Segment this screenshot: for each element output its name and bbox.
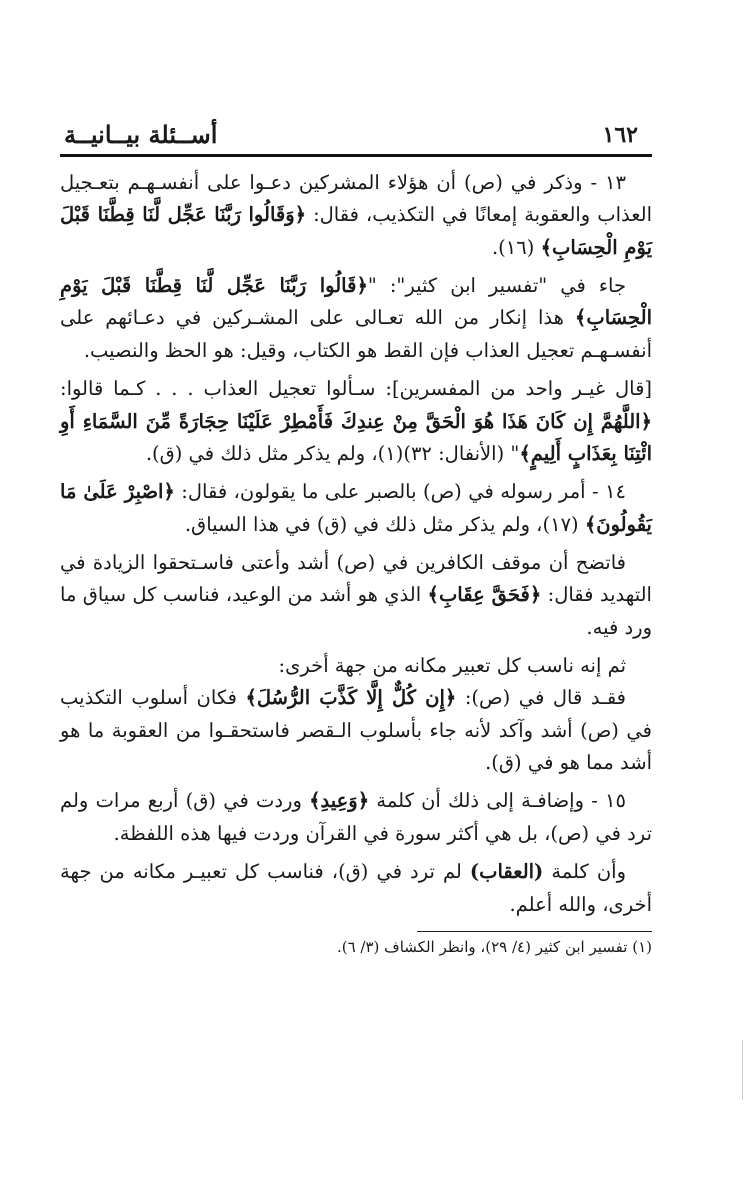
paragraph-14 xyxy=(60,476,652,541)
book-page xyxy=(60,118,652,958)
paragraph-ibn-kathir xyxy=(60,270,652,367)
text-run: الذي هو أشد من الوعيد، فناسب كل سياق ما ورد فيه. xyxy=(60,583,652,639)
text-run: لم ترد في (ق)، فناسب كل تعبيـر مكانه من جهة أخرى، والله أعلم. xyxy=(60,860,652,916)
text-run: هذا إنكار من الله تعـالى على المشـركين في دعـائهم على أنفسـهـم تعجيل العذاب فإن القط هو الكتاب، وقيل: هو الحظ والنصيب. xyxy=(60,306,652,362)
paragraph-15 xyxy=(60,785,652,850)
text-run: وأن كلمة xyxy=(543,860,626,884)
body-text xyxy=(60,167,652,921)
quran-verse: ﴿وَعِيدِ﴾ xyxy=(309,789,370,813)
page-header xyxy=(60,118,652,157)
paragraph-13 xyxy=(60,167,652,264)
text-run: ١٣ - وذكر في (ص) أن هؤلاء المشركين دعـوا على أنفسـهـم بتعـجيل العذاب والعقوبة إمعانًا في التكذيب، فقال: xyxy=(60,171,653,227)
quran-verse: ﴿قَالُوا رَبَّنَا عَجِّل لَّنَا قِطَّنَا قَبْلَ يَوْمِ الْحِسَابِ﴾ xyxy=(60,274,652,330)
quran-verse: ﴿فَحَقَّ عِقَابِ﴾ xyxy=(427,583,542,607)
text-run: فاتضح أن موقف الكافرين في (ص) أشد وأعتى فاسـتحقوا الزيادة في التهديد فقال: xyxy=(60,550,652,607)
paragraph-iqab xyxy=(60,856,652,921)
footnote: (١) تفسير ابن كثير (٤/ ٢٩)، وانظر الكشاف (٣/ ٦). xyxy=(336,937,652,956)
text-run: جاء في "تفسير ابن كثير": " xyxy=(367,274,626,298)
page-number: ١٦٢ xyxy=(602,122,638,148)
quran-verse: ﴿إِن كُلٌّ إِلَّا كَذَّبَ الرُّسُلَ﴾ xyxy=(245,686,457,710)
paragraph-conclusion xyxy=(60,547,652,644)
text-run: " (الأنفال: ٣٢)(١)، ولم يذكر مثل ذلك في (ق). xyxy=(145,441,520,465)
text-run: فكان أسلوب التكذيب في (ص) أشد وآكد لأنه جاء بأسلوب الـقصر فاستحقـوا من العقوبة ما هو أشد مما هو في (ق). xyxy=(60,686,652,775)
quran-verse: ﴿اللَّهُمَّ إِن كَانَ هَذَا هُوَ الْحَقَّ مِنْ عِندِكَ فَأَمْطِرْ عَلَيْنَا حِجَارَةً مِّنَ السَّمَاءِ أَوِ ائْتِنَا بِعَذَابٍ أَلِيمٍ﴾ xyxy=(60,409,652,465)
text-run: فقـد قال في (ص): xyxy=(456,686,627,710)
quran-word: (العقاب) xyxy=(469,860,544,884)
paragraph-mufassirin xyxy=(60,373,652,470)
footnote-divider xyxy=(417,931,652,932)
text-run: ١٤ - أمر رسوله في (ص) بالصبر على ما يقولون، فقال: xyxy=(174,480,626,504)
running-title: أســئلة بيــانيــة xyxy=(64,120,218,149)
text-run: وردت في (ق) أربع مرات ولم ترد في (ص)، بل هي أكثر سورة في القرآن وردت فيها هذه اللفظة. xyxy=(60,789,652,845)
paragraph-another-aspect: ثم إنه ناسب كل تعبير مكانه من جهة أخرى: xyxy=(278,654,626,678)
text-run: [قال غيـر واحد من المفسرين]: سـألوا تعجيل العذاب . . . كـما قالوا: xyxy=(60,377,652,401)
text-run: ١٥ - وإضافـة إلى ذلك أن كلمة xyxy=(369,789,626,813)
scan-margin-mark xyxy=(742,1040,743,1100)
paragraph-qasr xyxy=(60,682,652,779)
quran-verse: ﴿اصْبِرْ عَلَىٰ مَا يَقُولُونَ﴾ xyxy=(60,480,652,536)
text-run: (١٦). xyxy=(491,235,541,259)
text-run: (١٧)، ولم يذكر مثل ذلك في (ق) في هذا السياق. xyxy=(184,512,585,536)
quran-verse: ﴿وَقَالُوا رَبَّنَا عَجِّل لَّنَا قِطَّنَا قَبْلَ يَوْمِ الْحِسَابِ﴾ xyxy=(60,203,652,259)
